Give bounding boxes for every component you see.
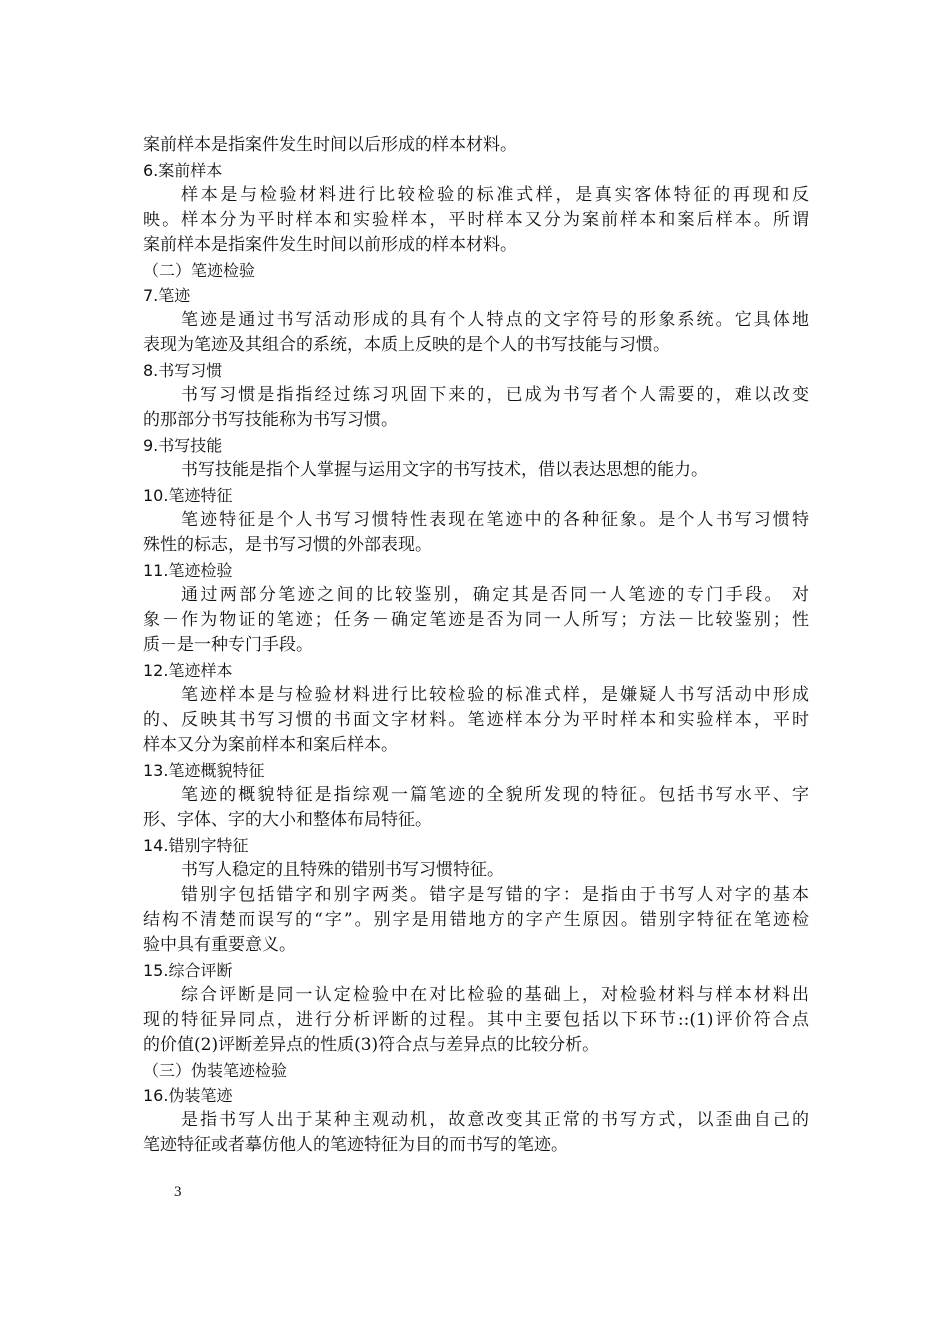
paragraph — [143, 983, 809, 1058]
section-heading: 16.伪装笔迹 — [143, 1086, 233, 1105]
paragraph — [143, 458, 809, 483]
section-heading: 7.笔迹 — [143, 286, 191, 305]
text-line: 综合评断是同一认定检验中在对比检验的基础上，对检验材料与样本材料出 — [181, 985, 809, 1005]
paragraph — [143, 883, 809, 958]
text-line: 书写技能是指个人掌握与运用文字的书写技术，借以表达思想的能力。 — [181, 460, 708, 480]
text-line: 的、反映其书写习惯的书面文字材料。笔迹样本分为平时样本和实验样本，平时 — [143, 710, 809, 730]
text-line: 案前样本是指案件发生时间以后形成的样本材料。 — [143, 135, 517, 155]
text-line: 通过两部分笔迹之间的比较鉴别，确定其是否同一人笔迹的专门手段。 对 — [181, 585, 809, 605]
section-heading: 13.笔迹概貌特征 — [143, 761, 265, 780]
text-line: 表现为笔迹及其组合的系统，本质上反映的是个人的书写技能与习惯。 — [143, 335, 670, 355]
text-line: 笔迹的概貌特征是指综观一篇笔迹的全貌所发现的特征。包括书写水平、字 — [181, 785, 809, 805]
section-heading: 12.笔迹样本 — [143, 661, 233, 680]
section-heading: 11.笔迹检验 — [143, 561, 233, 580]
paragraph — [143, 583, 809, 658]
paragraph — [143, 383, 809, 433]
paragraph — [143, 783, 809, 833]
section-heading: 15.综合评断 — [143, 961, 233, 980]
section-heading: 10.笔迹特征 — [143, 486, 233, 505]
text-line: 殊性的标志，是书写习惯的外部表现。 — [143, 535, 432, 555]
paragraph — [143, 183, 809, 258]
text-line: 样本是与检验材料进行比较检验的标准式样，是真实客体特征的再现和反 — [181, 185, 809, 205]
text-line: 的那部分书写技能称为书写习惯。 — [143, 410, 398, 430]
text-line: 书写习惯是指指经过练习巩固下来的，已成为书写者个人需要的，难以改变 — [181, 385, 809, 405]
text-line: 形、字体、字的大小和整体布局特征。 — [143, 810, 432, 830]
text-line: 是指书写人出于某种主观动机，故意改变其正常的书写方式，以歪曲自己的 — [181, 1110, 809, 1130]
paragraph — [143, 133, 809, 158]
document-body — [143, 133, 809, 1158]
text-line: 书写人稳定的且特殊的错别书写习惯特征。 — [181, 860, 504, 880]
page-number: 3 — [174, 1184, 182, 1200]
section-heading: （二）笔迹检验 — [143, 261, 256, 280]
paragraph — [143, 1108, 809, 1158]
text-line: 笔迹特征是个人书写习惯特性表现在笔迹中的各种征象。是个人书写习惯特 — [181, 510, 809, 530]
text-line: 案前样本是指案件发生时间以前形成的样本材料。 — [143, 235, 517, 255]
text-line: 笔迹样本是与检验材料进行比较检验的标准式样，是嫌疑人书写活动中形成 — [181, 685, 809, 705]
paragraph — [143, 508, 809, 558]
text-line: 现的特征异同点，进行分析评断的过程。其中主要包括以下环节::(1)评价符合点 — [143, 1010, 809, 1030]
text-line: 结构不清楚而误写的“字”。别字是用错地方的字产生原因。错别字特征在笔迹检 — [143, 910, 809, 930]
text-line: 笔迹特征或者摹仿他人的笔迹特征为目的而书写的笔迹。 — [143, 1135, 568, 1155]
section-heading: （三）伪装笔迹检验 — [143, 1061, 288, 1080]
paragraph — [143, 683, 809, 758]
text-line: 映。样本分为平时样本和实验样本，平时样本又分为案前样本和案后样本。所谓 — [143, 210, 809, 230]
text-line: 质－是一种专门手段。 — [143, 635, 313, 655]
section-heading: 6.案前样本 — [143, 161, 223, 180]
section-heading: 14.错别字特征 — [143, 836, 249, 855]
paragraph — [143, 858, 809, 883]
section-heading: 9.书写技能 — [143, 436, 223, 455]
text-line: 错别字包括错字和别字两类。错字是写错的字：是指由于书写人对字的基本 — [181, 885, 809, 905]
text-line: 的价值(2)评断差异点的性质(3)符合点与差异点的比较分析。 — [143, 1035, 600, 1055]
paragraph — [143, 308, 809, 358]
text-line: 笔迹是通过书写活动形成的具有个人特点的文字符号的形象系统。它具体地 — [181, 310, 809, 330]
text-line: 象－作为物证的笔迹；任务－确定笔迹是否为同一人所写；方法－比较鉴别；性 — [143, 610, 809, 630]
section-heading: 8.书写习惯 — [143, 361, 223, 380]
text-line: 验中具有重要意义。 — [143, 935, 296, 955]
text-line: 样本又分为案前样本和案后样本。 — [143, 735, 398, 755]
